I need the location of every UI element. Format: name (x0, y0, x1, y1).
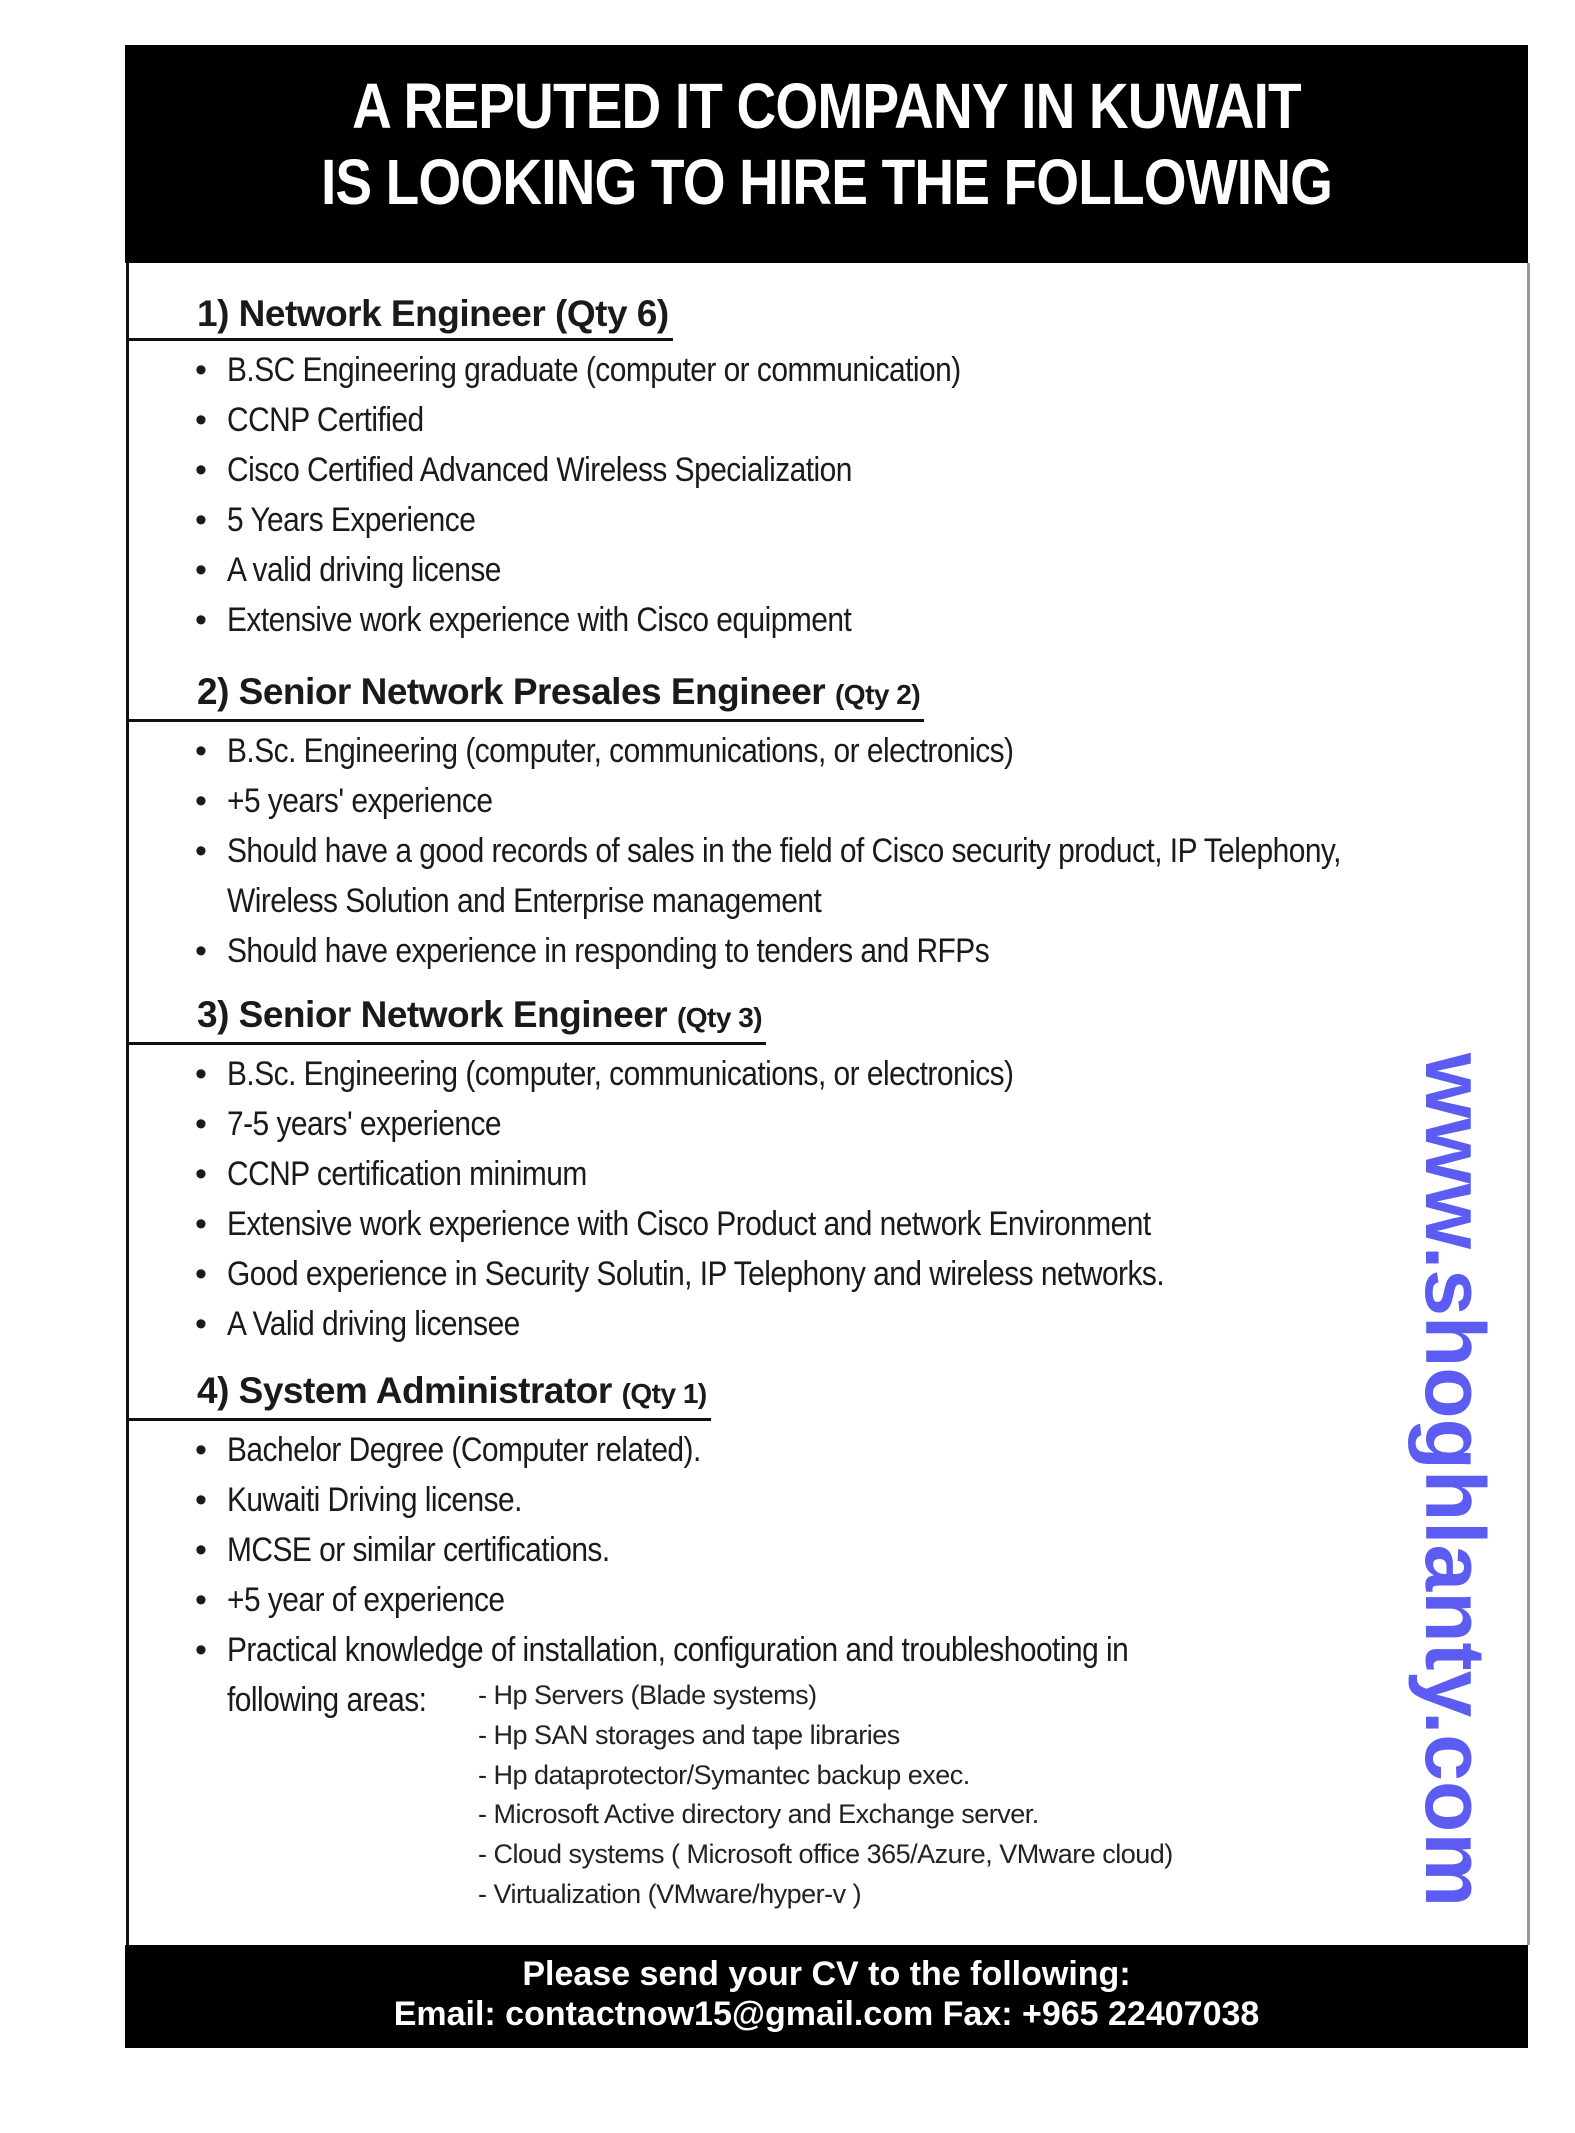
job-title-text: 1) Network Engineer (Qty 6) (197, 293, 669, 334)
job-section-system-administrator (127, 1367, 1387, 1725)
item-text: +5 year of experience (227, 1581, 505, 1619)
bullet-icon: • (195, 1631, 207, 1669)
bullet-icon: • (195, 782, 207, 820)
job-qty: (Qty 2) (834, 679, 921, 710)
watermark: www.shoghlanty.com (1408, 1052, 1502, 1908)
item-text: CCNP Certified (227, 401, 424, 439)
list-item (127, 1625, 1387, 1675)
item-text: MCSE or similar certifications. (227, 1531, 610, 1569)
item-text: Extensive work experience with Cisco Product and network Environment (227, 1205, 1151, 1243)
requirements-list (127, 345, 1387, 645)
item-text: B.Sc. Engineering (computer, communications, or electronics) (227, 732, 1014, 770)
bullet-icon: • (195, 1305, 207, 1343)
item-text: A Valid driving licensee (227, 1305, 520, 1343)
item-text: CCNP certification minimum (227, 1155, 587, 1193)
bullet-icon: • (195, 1055, 207, 1093)
bullet-icon: • (195, 1205, 207, 1243)
bullet-icon: • (195, 1155, 207, 1193)
list-item (127, 926, 1387, 976)
job-title (127, 1367, 711, 1421)
requirements-list (127, 726, 1387, 976)
bullet-icon: • (195, 732, 207, 770)
bullet-icon: • (195, 351, 207, 389)
item-text: Should have experience in responding to tenders and RFPs (227, 932, 990, 970)
list-item (127, 1299, 1387, 1349)
bullet-icon: • (195, 1255, 207, 1293)
list-item (127, 776, 1387, 826)
job-title (127, 290, 673, 341)
job-title-text: 4) System Administrator (197, 1370, 612, 1411)
list-item (127, 495, 1387, 545)
item-text: Bachelor Degree (Computer related). (227, 1431, 701, 1469)
area-item: - Microsoft Active directory and Exchange server. (478, 1799, 1039, 1830)
item-text: +5 years' experience (227, 782, 493, 820)
area-item: - Cloud systems ( Microsoft office 365/Azure, VMware cloud) (478, 1839, 1173, 1870)
bullet-icon: • (195, 1431, 207, 1469)
job-title-text: 2) Senior Network Presales Engineer (197, 671, 826, 712)
areas-sublist (478, 1676, 1173, 1915)
bullet-icon: • (195, 932, 207, 970)
bullet-icon: • (195, 401, 207, 439)
area-item: - Hp Servers (Blade systems) (478, 1680, 817, 1710)
item-text: A valid driving license (227, 551, 501, 589)
requirements-list (127, 1049, 1387, 1349)
list-item (127, 595, 1387, 645)
job-section-network-engineer (127, 290, 1387, 645)
item-text: Kuwaiti Driving license. (227, 1481, 522, 1519)
list-item (127, 1575, 1387, 1625)
job-qty: (Qty 3) (676, 1002, 763, 1033)
item-text: Practical knowledge of installation, configuration and troubleshooting in (227, 1631, 1129, 1669)
footer-line-1: Please send your CV to the following: (522, 1955, 1131, 1993)
bullet-icon: • (195, 832, 207, 870)
bullet-icon: • (195, 601, 207, 639)
areas-label: following areas: (227, 1681, 427, 1719)
job-title (127, 668, 924, 722)
header-line-1: A REPUTED IT COMPANY IN KUWAIT (352, 70, 1301, 142)
contact-footer (125, 1945, 1528, 2048)
item-text: Good experience in Security Solutin, IP Telephony and wireless networks. (227, 1255, 1165, 1293)
header-line-2: IS LOOKING TO HIRE THE FOLLOWING (320, 146, 1333, 218)
list-item (127, 545, 1387, 595)
list-item (127, 1475, 1387, 1525)
list-item (127, 1425, 1387, 1475)
item-text: Extensive work experience with Cisco equipment (227, 601, 852, 639)
job-title-text: 3) Senior Network Engineer (197, 994, 668, 1035)
area-item: - Hp dataprotector/Symantec backup exec. (478, 1759, 970, 1790)
list-item (127, 1525, 1387, 1575)
list-item (127, 1149, 1387, 1199)
item-text: 5 Years Experience (227, 501, 476, 539)
list-item (127, 345, 1387, 395)
job-section-senior-network-engineer (127, 991, 1387, 1349)
bullet-icon: • (195, 451, 207, 489)
area-item: - Hp SAN storages and tape libraries (478, 1719, 900, 1750)
footer-contact-line: Email: contactnow15@gmail.com Fax: +965 22407038 (393, 1995, 1260, 2033)
job-section-presales-engineer (127, 668, 1387, 976)
bullet-icon: • (195, 501, 207, 539)
list-item (127, 726, 1387, 776)
bullet-icon: • (195, 1105, 207, 1143)
bullet-icon: • (195, 1481, 207, 1519)
item-text: Cisco Certified Advanced Wireless Specialization (227, 451, 852, 489)
list-item (127, 1199, 1387, 1249)
list-item (127, 1049, 1387, 1099)
item-text: Should have a good records of sales in the field of Cisco security product, IP Telephony, Wireless Solution and Enterprise management (227, 832, 1341, 920)
item-text: B.Sc. Engineering (computer, communications, or electronics) (227, 1055, 1014, 1093)
job-title (127, 991, 766, 1045)
item-text: 7-5 years' experience (227, 1105, 502, 1143)
list-item (127, 1249, 1387, 1299)
list-item (127, 826, 1387, 926)
bullet-icon: • (195, 1531, 207, 1569)
list-item (127, 395, 1387, 445)
bullet-icon: • (195, 1581, 207, 1619)
item-text: B.SC Engineering graduate (computer or communication) (227, 351, 961, 389)
job-qty: (Qty 1) (621, 1378, 707, 1409)
header-banner (125, 45, 1528, 263)
list-item (127, 445, 1387, 495)
bullet-icon: • (195, 551, 207, 589)
list-item (127, 1099, 1387, 1149)
area-item: - Virtualization (VMware/hyper-v ) (478, 1878, 862, 1909)
